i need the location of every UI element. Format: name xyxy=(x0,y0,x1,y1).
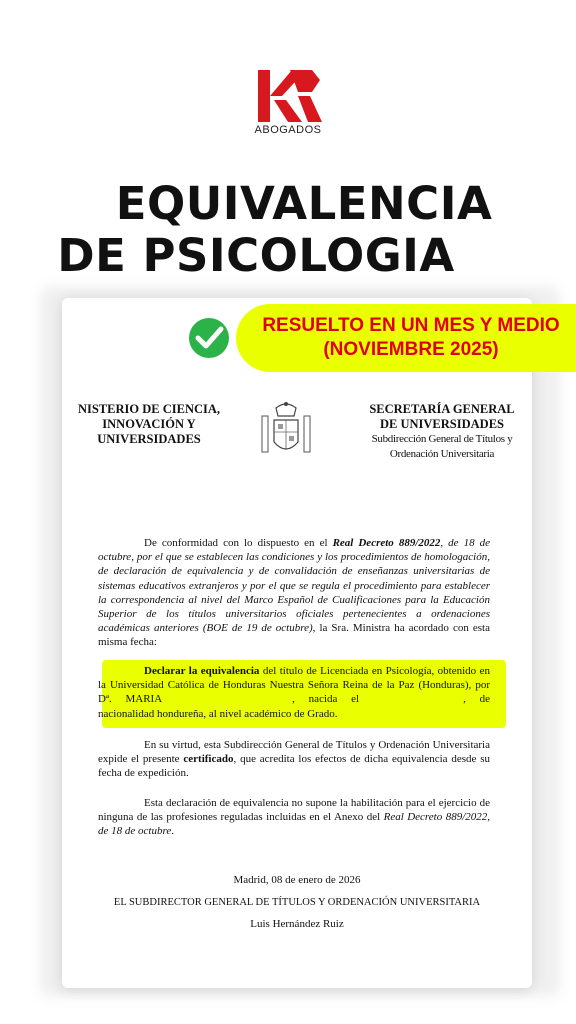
decree-reference: Real Decreto 889/2022, de 18 de octubre xyxy=(98,811,490,838)
text-run: Esta declaración de equivalencia no supone la habilitación para el ejercicio de ninguna de las profesiones reguladas incluidas en el Anexo del xyxy=(98,797,490,824)
check-circle-icon xyxy=(187,316,231,360)
decree-reference: Real Decreto 889/2022 xyxy=(332,537,441,549)
text-run: , nacida el xyxy=(292,693,360,706)
issue-date: Madrid, 08 de enero de 2026 xyxy=(233,874,361,886)
decree-description: , de 18 de octubre, por el que se establecen las condiciones y los procedimientos de homologación, de declaración de equivalencia y de convalidación de enseñanzas universitarias de sistemas educativos extranjeros y por el que se regula el procedimiento para establecer la correspondencia al nivel del Marco Español de Cualificaciones para la Educación Superior de los títulos universitarios oficiales pertenecientes a ordenaciones académicas anteriores (BOE de 19 de octubre) xyxy=(98,537,490,635)
certificate-document xyxy=(62,298,532,988)
text-run: En su virtud, esta Subdirección General de Títulos y Ordenación Universitaria expide el presente xyxy=(98,739,490,766)
ministry-header xyxy=(74,402,224,447)
headline-line-2: DE PSICOLOGIA xyxy=(57,229,455,282)
banner-line-2: (NOVIEMBRE 2025) xyxy=(323,339,499,360)
text-run: De conformidad con lo dispuesto en el xyxy=(144,537,333,549)
text-run: , de nacionalidad hondureña, al nivel académico de Grado. xyxy=(98,693,490,720)
signer-title: EL SUBDIRECTOR GENERAL DE TÍTULOS Y ORDENACIÓN UNIVERSITARIA xyxy=(113,897,481,908)
status-banner xyxy=(236,304,576,372)
coat-of-arms-icon xyxy=(258,398,314,464)
paragraph-resolution xyxy=(98,664,490,721)
ministry-header-line: INNOVACIÓN Y xyxy=(102,417,196,431)
secretariat-header xyxy=(362,402,522,462)
certificate-keyword: certificado xyxy=(183,753,234,766)
paragraph-certificate xyxy=(98,738,490,781)
subdirectorate-line: Subdirección General de Títulos y xyxy=(371,433,513,445)
ministry-header-line: UNIVERSIDADES xyxy=(97,432,201,446)
headline-line-1: EQUIVALENCIA xyxy=(115,177,493,230)
banner-line-1: RESUELTO EN UN MES Y MEDIO xyxy=(262,315,560,336)
text-run: . xyxy=(171,825,174,838)
signer-name: Luis Hernández Ruiz xyxy=(250,918,344,930)
text-run: del título de Licenciada en Psicología, obtenido en la Universidad Católica de Honduras Nuestra Señora Reina de la Paz (Honduras), por Dª. MARIA xyxy=(98,665,490,706)
secretariat-header-line: SECRETARÍA GENERAL xyxy=(369,402,515,416)
subdirectorate-line: Ordenación Universitaria xyxy=(389,448,495,460)
paragraph-legal-basis xyxy=(98,536,490,650)
ministry-header-line: NISTERIO DE CIENCIA, xyxy=(77,402,221,416)
logo-tagline: ABOGADOS xyxy=(254,124,322,136)
resolution-keyword: Declarar la equivalencia xyxy=(144,665,260,677)
secretariat-header-line: DE UNIVERSIDADES xyxy=(380,417,504,431)
text-run: , que acredita los efectos de dicha equivalencia desde su fecha de expedición. xyxy=(98,753,491,780)
text-run: , la Sra. Ministra ha acordado con esta misma fecha: xyxy=(98,622,490,649)
paragraph-disclaimer xyxy=(98,796,490,839)
